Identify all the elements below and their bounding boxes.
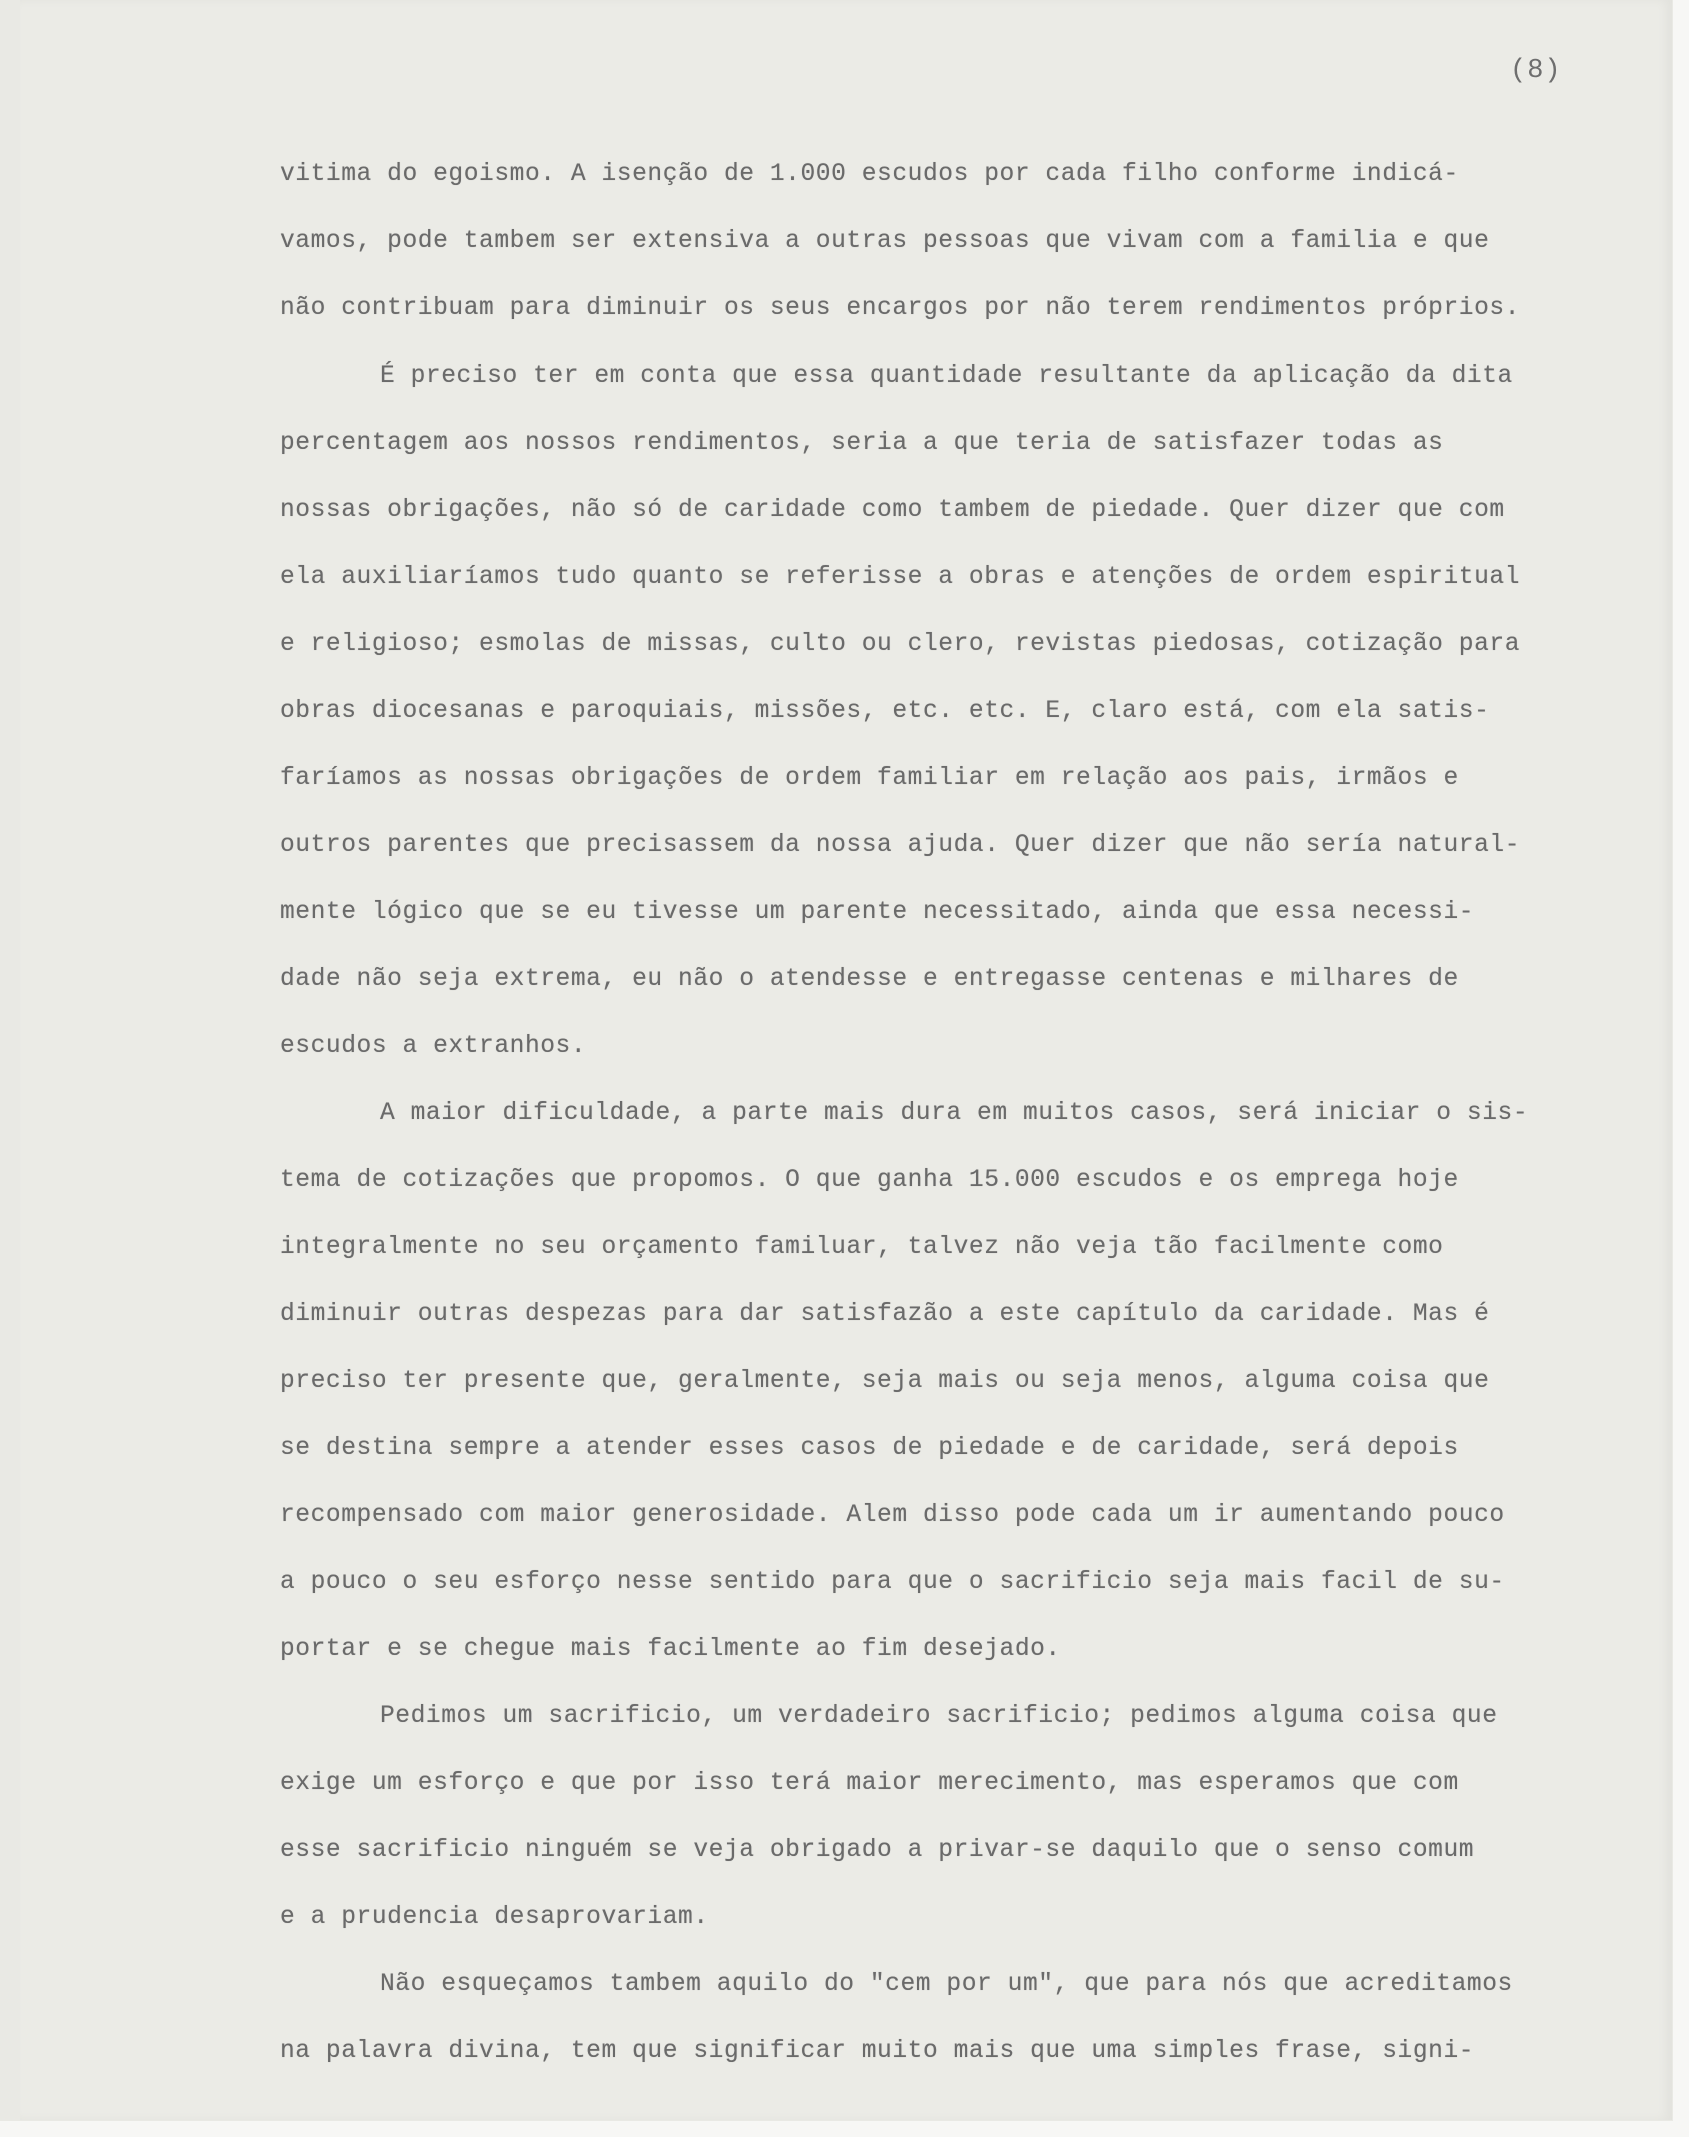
paragraph-start-line: Pedimos um sacrificio, um verdadeiro sacrificio; pedimos alguma coisa que (380, 1703, 1498, 1730)
text-line: e a prudencia desaprovariam. (280, 1904, 709, 1931)
text-line: portar e se chegue mais facilmente ao fim desejado. (280, 1636, 1061, 1663)
text-line: outros parentes que precisassem da nossa ajuda. Quer dizer que não sería natural- (280, 832, 1520, 859)
paragraph-start-line: A maior dificuldade, a parte mais dura em muitos casos, será iniciar o sis- (380, 1100, 1529, 1127)
text-line: se destina sempre a atender esses casos de piedade e de caridade, será depois (280, 1435, 1459, 1462)
scan-border-right (1673, 0, 1689, 2137)
text-line: não contribuam para diminuir os seus encargos por não terem rendimentos próprios. (280, 295, 1520, 322)
paragraph-start-line: É preciso ter em conta que essa quantidade resultante da aplicação da dita (380, 363, 1513, 390)
scan-border-bottom (0, 2121, 1689, 2137)
text-line: e religioso; esmolas de missas, culto ou clero, revistas piedosas, cotização para (280, 631, 1520, 658)
text-line: recompensado com maior generosidade. Alem disso pode cada um ir aumentando pouco (280, 1502, 1505, 1529)
text-line: vamos, pode tambem ser extensiva a outras pessoas que vivam com a familia e que (280, 228, 1490, 255)
text-line: obras diocesanas e paroquiais, missões, etc. etc. E, claro está, com ela satis- (280, 698, 1490, 725)
text-line: faríamos as nossas obrigações de ordem familiar em relação aos pais, irmãos e (280, 765, 1459, 792)
text-line: na palavra divina, tem que significar muito mais que uma simples frase, signi- (280, 2038, 1475, 2065)
text-line: integralmente no seu orçamento familuar, talvez não veja tão facilmente como (280, 1234, 1444, 1261)
text-line: dade não seja extrema, eu não o atendesse e entregasse centenas e milhares de (280, 966, 1459, 993)
page-number: (8) (1510, 56, 1562, 86)
paragraph-start-line: Não esqueçamos tambem aquilo do "cem por um", que para nós que acreditamos (380, 1971, 1513, 1998)
text-line: escudos a extranhos. (280, 1033, 587, 1060)
text-line: preciso ter presente que, geralmente, seja mais ou seja menos, alguma coisa que (280, 1368, 1490, 1395)
text-line: a pouco o seu esforço nesse sentido para que o sacrificio seja mais facil de su- (280, 1569, 1505, 1596)
text-line: exige um esforço e que por isso terá maior merecimento, mas esperamos que com (280, 1770, 1459, 1797)
text-line: nossas obrigações, não só de caridade como tambem de piedade. Quer dizer que com (280, 497, 1505, 524)
text-line: esse sacrificio ninguém se veja obrigado a privar-se daquilo que o senso comum (280, 1837, 1475, 1864)
text-line: tema de cotizações que propomos. O que ganha 15.000 escudos e os emprega hoje (280, 1167, 1459, 1194)
text-line: mente lógico que se eu tivesse um parente necessitado, ainda que essa necessi- (280, 899, 1475, 926)
text-line: ela auxiliaríamos tudo quanto se referisse a obras e atenções de ordem espiritual (280, 564, 1520, 591)
text-line: percentagem aos nossos rendimentos, seria a que teria de satisfazer todas as (280, 430, 1444, 457)
text-line: diminuir outras despezas para dar satisfazão a este capítulo da caridade. Mas é (280, 1301, 1490, 1328)
text-line: vitima do egoismo. A isenção de 1.000 escudos por cada filho conforme indicá- (280, 161, 1459, 188)
